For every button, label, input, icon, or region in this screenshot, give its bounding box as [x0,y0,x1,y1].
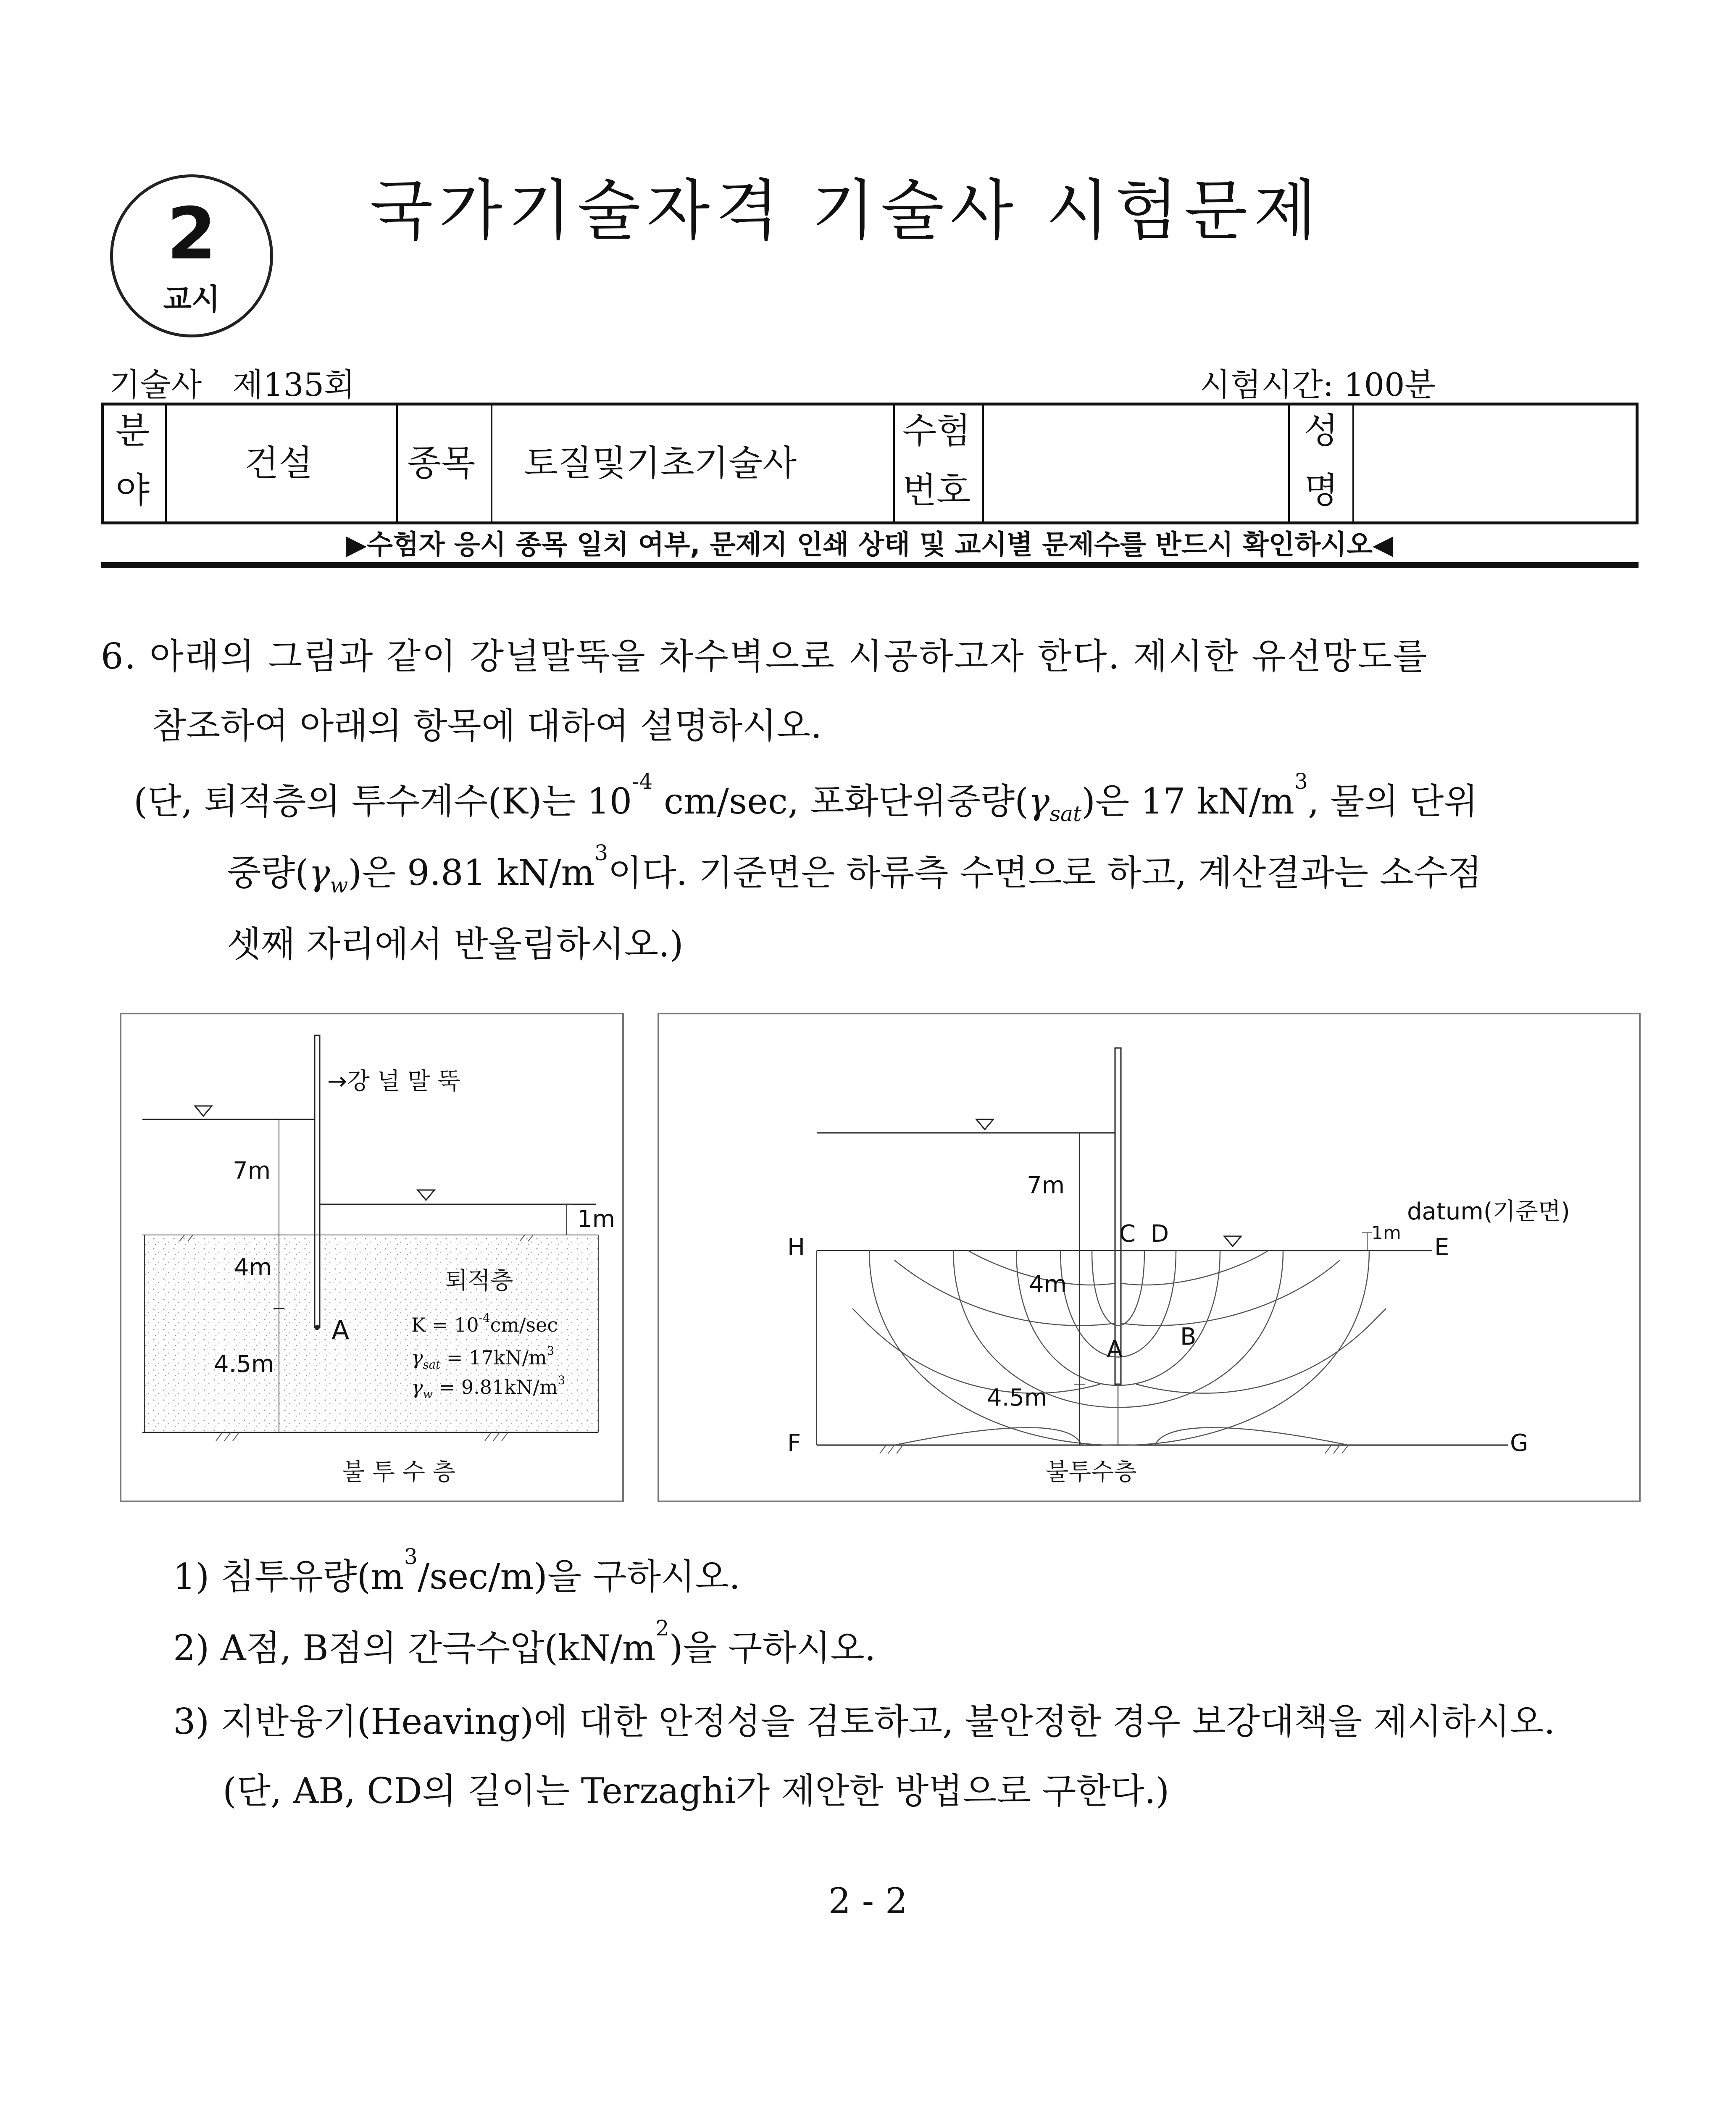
downstream-water-symbol [418,1190,434,1200]
right-impervious-label: 불투수층 [1046,1459,1137,1486]
category-value: 토질및기초기술사 [524,442,797,484]
condition-exp-a: -4 [632,769,653,794]
exam-no-label-2: 번호 [902,470,971,511]
condition-text-c: )은 17 kN/m [1081,781,1294,822]
question-condition-3: 셋째 자리에서 반올림하시오.) [227,924,684,965]
page-number: 2 - 2 [828,1880,908,1922]
sheet-pile [315,1035,320,1327]
figure-right-flownet [658,1013,1641,1502]
water-unit-weight-label: $\gamma_w = 9.81kN/m^3$ [411,1373,566,1401]
field-label-cell [104,405,167,521]
sub-question-3: 3) 지반융기(Heaving)에 대한 안정성을 검토하고, 불안정한 경우 보강대책을 제시하시오. [173,1701,1555,1742]
left-impervious-label: 불 투 수 층 [342,1459,455,1486]
name-value-cell [1354,405,1636,521]
question-line-1: 6. 아래의 그림과 같이 강널말뚝을 차수벽으로 시공하고자 한다. 제시한 유선망도를 [101,636,1428,677]
sub-question-3-note: (단, AB, CD의 길이는 Terzaghi가 제안한 방법으로 구한다.) [223,1770,1170,1811]
left-point-a: A [331,1315,350,1345]
point-b: B [1180,1323,1197,1351]
point-e: E [1434,1234,1449,1261]
right-dim-7m: 7m [1027,1172,1065,1199]
condition-text-g: 이다. 기준면은 하류측 수면으로 하고, 계산결과는 소수점 [608,852,1482,893]
exam-no-label-cell [895,405,984,521]
field-label-1: 분 [116,410,150,451]
left-dim-7m: 7m [233,1157,271,1185]
point-h: H [787,1234,805,1261]
category-label-cell [398,405,492,521]
sub-question-1: 1) 침투유량$(m^3/\sec/m)$을 구하시오. [173,1544,740,1597]
name-label-1: 성 [1304,410,1339,451]
sediment-layer-label: 퇴적층 [445,1267,513,1295]
point-f: F [787,1430,801,1457]
name-label-2: 명 [1304,470,1339,511]
permeability-label: $K = 10^{-4}cm/\sec$ [411,1311,558,1336]
question-condition-1 [134,769,1478,826]
gamma-sat-subscript: sat [1049,801,1082,826]
right-dim-1m: 1m [1371,1222,1401,1244]
condition-text-e: 중량( [227,852,309,893]
gamma-w-symbol: γ [309,852,330,893]
field-label-2: 야 [116,470,150,511]
category-value-cell [492,405,895,521]
point-d: D [1151,1220,1169,1248]
session-label: 교시 [163,282,220,316]
figure-left-section [120,1013,624,1502]
sub-question-2: 2) A점, B점의 간극수압$(kN/m^2)$을 구하시오. [173,1615,876,1669]
exam-no-value-cell [984,405,1290,521]
page-title: 국가기술자격 기술사 시험문제 [370,172,1323,249]
question-condition-2 [227,840,1482,898]
session-badge [110,174,273,337]
exam-time: 시험시간: 100분 [1199,366,1436,403]
right-dim-4-5m: 4.5m [987,1384,1047,1411]
field-value: 건설 [245,442,313,484]
point-c: C [1119,1220,1136,1248]
question-line-2: 참조하여 아래의 항목에 대하여 설명하시오. [152,705,822,746]
condition-text-b: cm/sec, 포화단위중량( [652,781,1028,822]
saturated-unit-weight-label: $\gamma_{sat} = 17kN/m^3$ [411,1344,555,1372]
point-g: G [1510,1430,1528,1457]
datum-label: datum(기준면) [1407,1198,1570,1225]
condition-text-d: , 물의 단위 [1307,781,1478,822]
exam-series: 기술사 제135회 [109,366,355,403]
exam-no-label-1: 수험 [902,410,971,451]
point-a: A [1107,1336,1123,1363]
condition-exp-c: 3 [1294,769,1308,794]
flow-net-drawing [659,1014,1639,1501]
sheet-pile-label: →강 널 말 뚝 [327,1068,460,1095]
flownet-sheet-pile [1115,1048,1121,1384]
left-dim-1m: 1m [577,1206,615,1233]
session-number: 2 [166,192,217,276]
field-value-cell [167,405,398,521]
condition-exp-f: 3 [594,840,608,865]
left-dim-4m: 4m [234,1254,272,1281]
upstream-water-symbol [195,1106,212,1116]
right-dim-4m: 4m [1029,1271,1067,1298]
left-dim-4-5m: 4.5m [214,1351,274,1378]
condition-text-f: )은 9.81 kN/m [348,852,595,893]
condition-text-a: (단, 퇴적층의 투수계수(K)는 10 [134,781,632,822]
name-label-cell [1290,405,1354,521]
category-label: 종목 [407,442,476,484]
gamma-w-subscript: w [330,872,348,898]
notice-bar: ▶수험자 응시 종목 일치 여부, 문제지 인쇄 상태 및 교시별 문제수를 반드시 확인하시오◀ [101,526,1639,568]
exam-info-table [101,403,1639,524]
gamma-sat-symbol: γ [1028,781,1050,822]
point-a-marker [315,1325,320,1330]
